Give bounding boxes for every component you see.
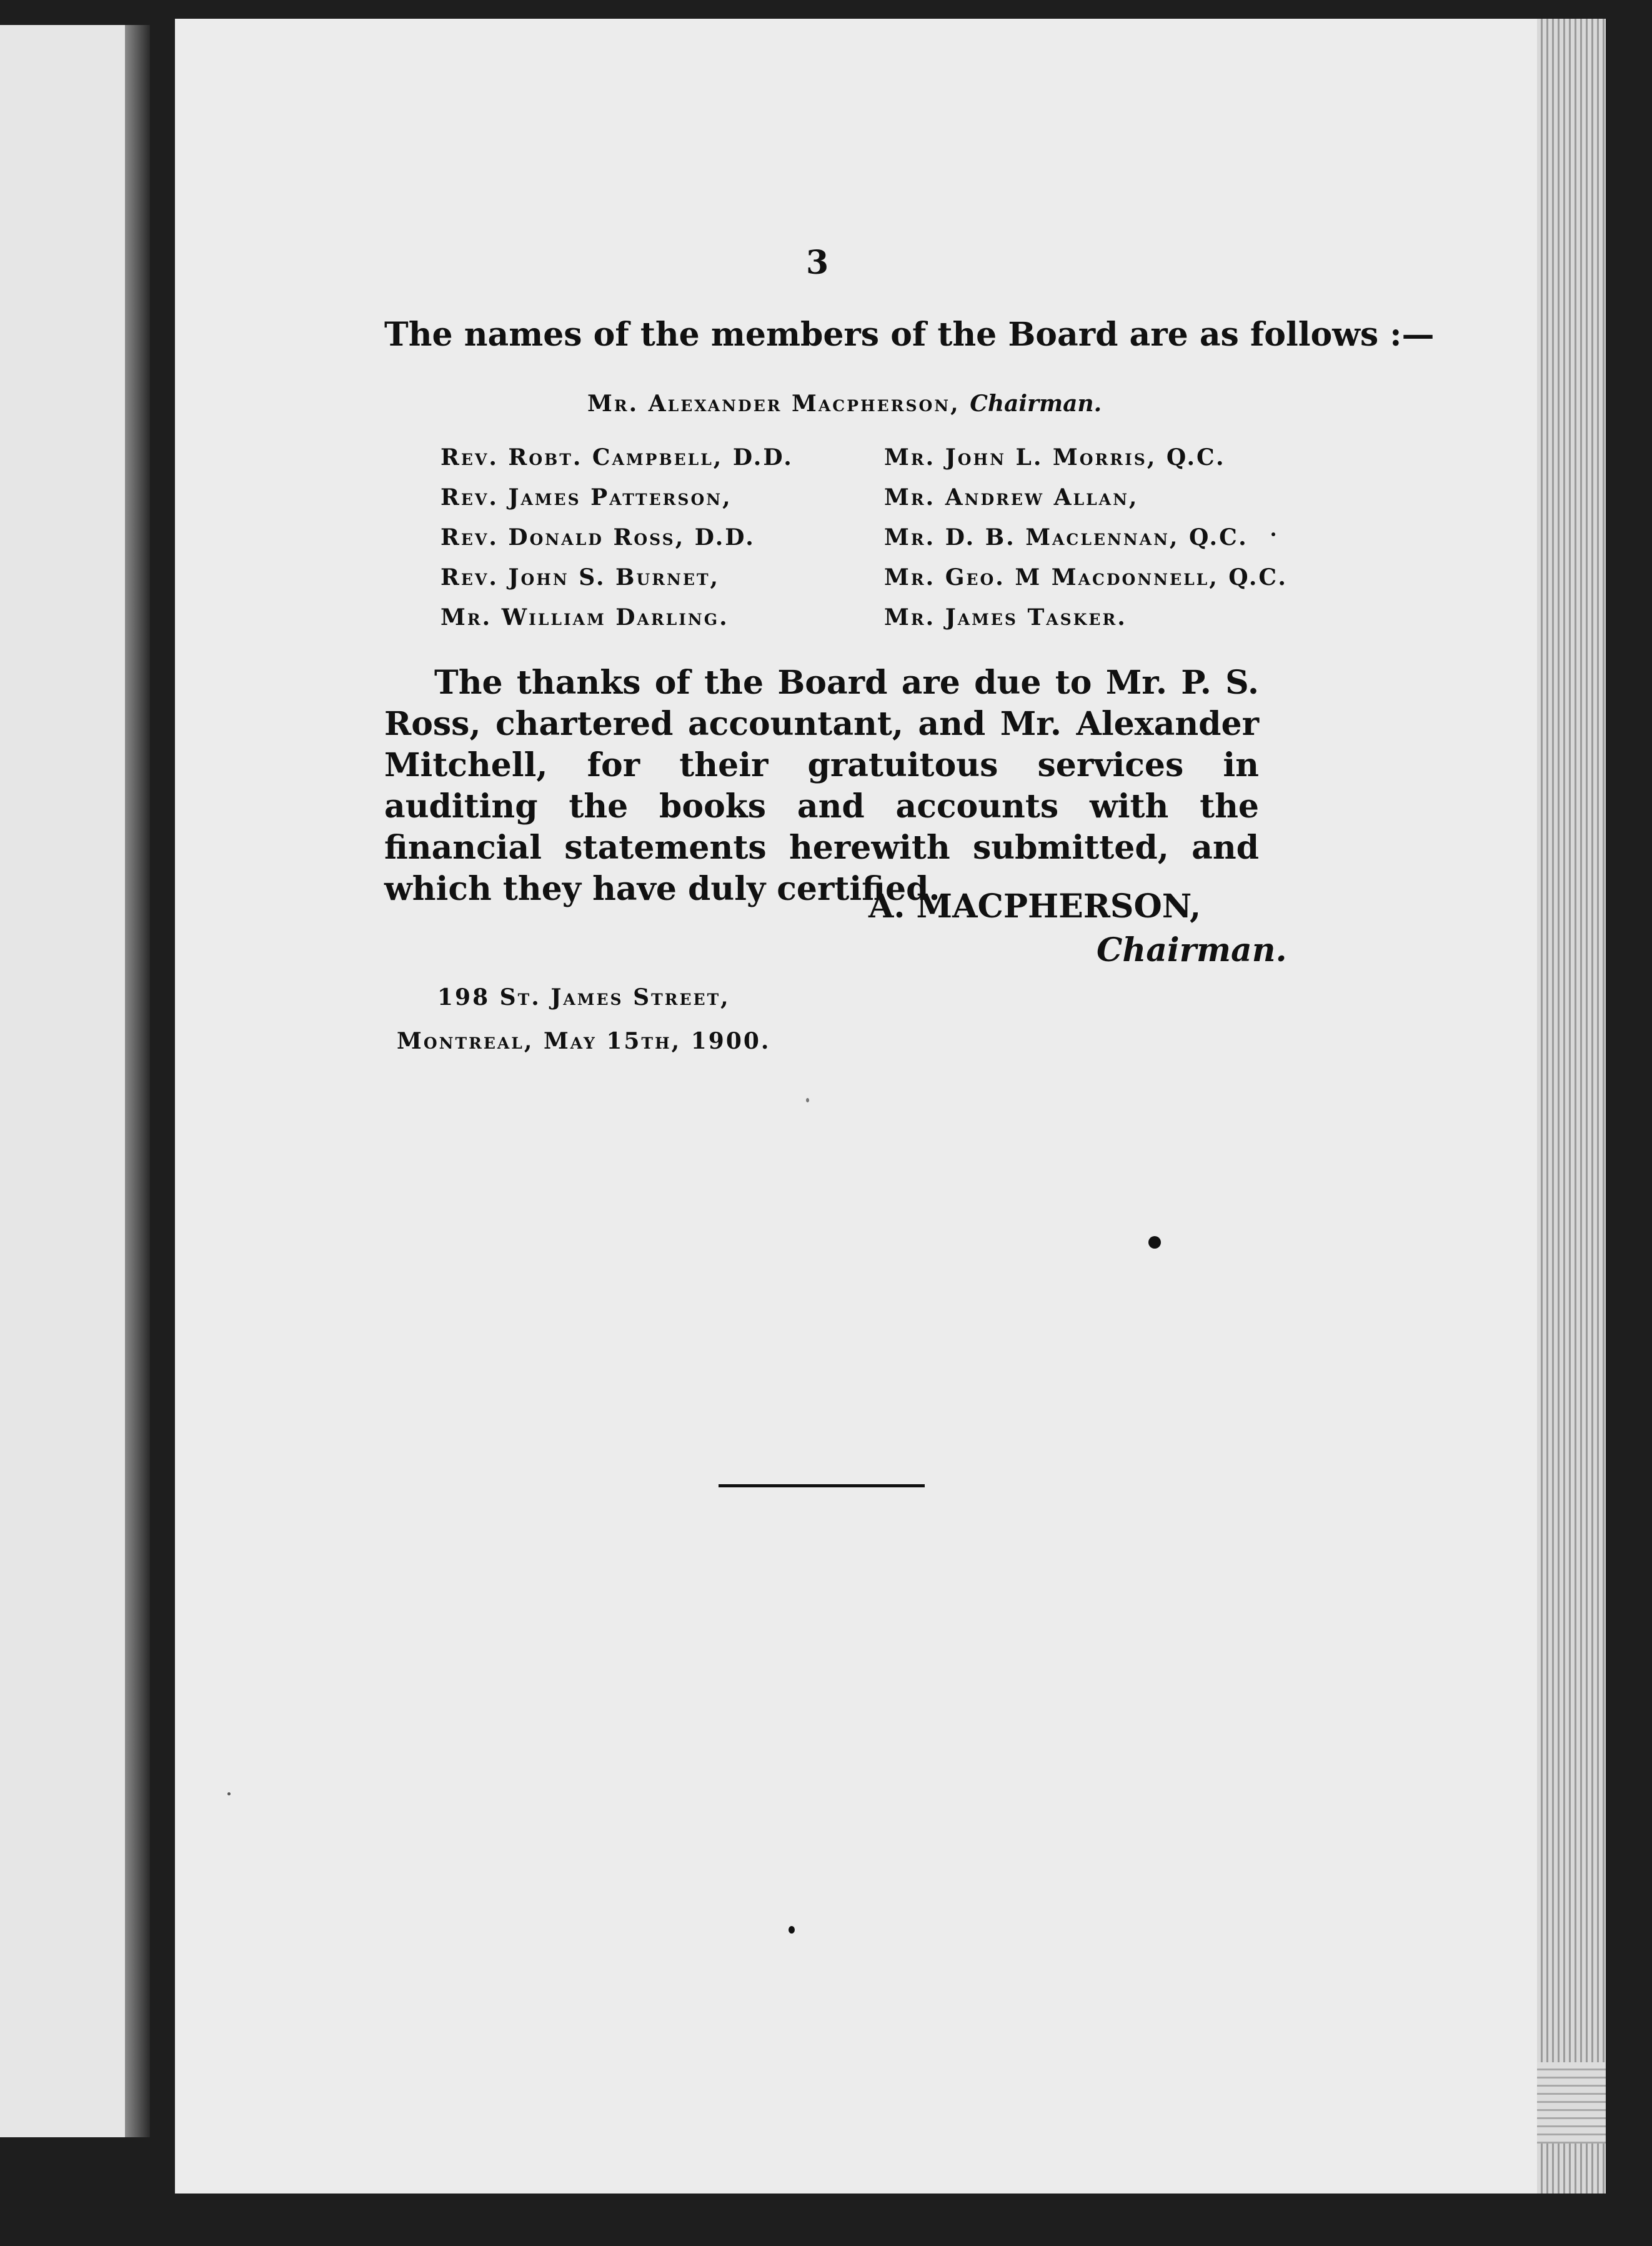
member-name: Mr. William Darling. — [440, 604, 729, 631]
member-name: Rev. Robt. Campbell, D.D. — [440, 444, 794, 471]
page-stack-edge — [1537, 19, 1606, 2194]
closing-rule — [719, 1484, 925, 1487]
chairman-line — [587, 391, 1102, 417]
member-name: Mr. Geo. M Macdonnell, Q.C. — [884, 564, 1288, 591]
thanks-paragraph — [384, 662, 1259, 910]
address-line-1: 198 St. James Street, — [437, 984, 730, 1011]
book-gutter — [125, 25, 150, 2137]
signature-name: A. MACPHERSON, — [868, 887, 1202, 926]
thanks-text: The thanks of the Board are due to Mr. P. S. Ross, chartered accountant, and Mr. Alexander Mitchell, for their gratuitous services in auditing the books and accounts with the financial statements herewith submitted, and which they have duly certified. — [384, 664, 1259, 908]
signature-title: Chairman. — [1097, 931, 1287, 969]
ink-speck — [1271, 532, 1275, 536]
member-name: Mr. D. B. Maclennan, Q.C. — [884, 524, 1248, 551]
chairman-role: Chairman. — [970, 391, 1102, 417]
member-name: Rev. James Patterson, — [440, 484, 732, 511]
ink-speck — [789, 1926, 795, 1934]
chairman-name: Mr. Alexander Macpherson, — [587, 391, 960, 417]
page-number: 3 — [806, 244, 829, 282]
members-list-right — [884, 437, 1288, 637]
member-name: Rev. Donald Ross, D.D. — [440, 524, 755, 551]
ink-speck — [806, 1098, 809, 1102]
address-line-2: Montreal, May 15th, 1900. — [397, 1028, 771, 1054]
member-name: Mr. John L. Morris, Q.C. — [884, 444, 1226, 471]
member-name: Rev. John S. Burnet, — [440, 564, 720, 591]
members-list-left — [440, 437, 794, 637]
facing-page — [0, 25, 125, 2137]
members-intro: The names of the members of the Board are as follows :— — [384, 316, 1435, 354]
ink-speck — [1148, 1236, 1161, 1249]
member-name: Mr. Andrew Allan, — [884, 484, 1139, 511]
member-name: Mr. James Tasker. — [884, 604, 1127, 631]
ink-speck — [227, 1792, 231, 1795]
